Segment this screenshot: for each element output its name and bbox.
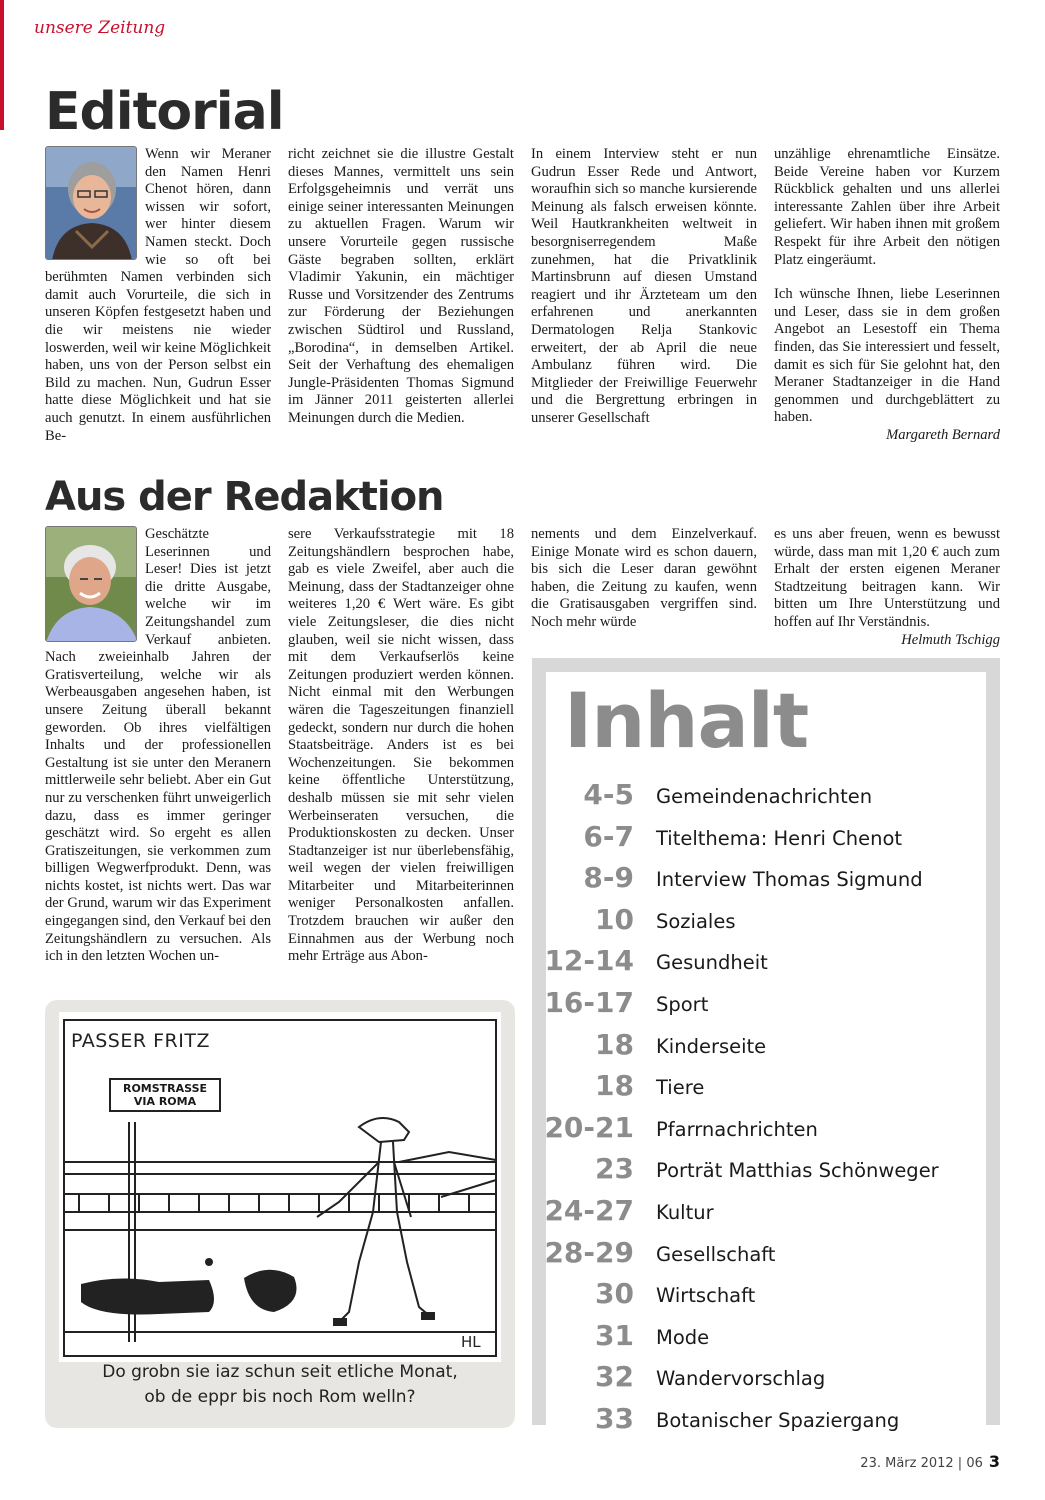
page-footer — [860, 1452, 1000, 1471]
toc-item-label: Gemeindenachrichten — [656, 785, 873, 808]
toc-item-pages: 4-5 — [583, 778, 634, 811]
redaktion-signature: Helmuth Tschigg — [901, 631, 1000, 648]
redaktion-column-1: Geschätzte Leserinnen und Leser! Dies ist jetzt die dritte Ausgabe, welche wir im Zeitungshandel zum Verkauf anbieten. Nach zweieinhalb Jahren der Gratisverteilung, welche wir als Werbeausgaben angesehen haben, ist unsere Zeitung überall bekannt geworden. Ob ihres vielfältigen Inhalts und der professionellen Gestaltung ist sie unter den Meranern mittlerweile sehr beliebt. Aber ein Gut nur zu verschenken führt unweigerlich dazu, dass es immer geringer geschätzt wird. So ergeht es allen Gratiszeitungen, sie verkommen zum billigen Wegwerfprodukt. Denn, was nichts kostet, ist nichts wert. Das war der Grund, warum wir das Experiment eingegangen sind, den Verkauf bei den Zeitungshändlern zu versuchen. Als ich in den letzten Wochen un- — [45, 526, 271, 965]
magazine-logo: unsere Zeitung — [34, 18, 166, 38]
toc-title: Inhalt — [564, 676, 809, 765]
toc-item-pages: 24-27 — [544, 1194, 634, 1227]
toc-item — [546, 1277, 986, 1319]
street-sign: ROMSTRASSE VIA ROMA — [109, 1078, 221, 1112]
editorial-column-3: In einem Interview steht er nun Gudrun Esser Rede und Antwort, woraufhin sich so manche kursierende Meinung als falsch erweisen könnte. Weil Hautkrankheiten weltweit in besorgniserregendem Maße zunehmen, hat die Privatklinik Martinsbrunn auf diesen Umstand reagiert und ihr Ärzteteam um den erfahrenen und anerkannten Dermatologen Relja Stankovic erweitert, der ab April die neue Ambulanz führen wird. Die Mitglieder der Freiwillige Feuerwehr und die Bergrettung erbringen in unserer Gesellschaft — [531, 146, 757, 426]
toc-item-label: Interview Thomas Sigmund — [656, 868, 923, 892]
toc-item — [546, 1402, 986, 1444]
redaktion-title: Aus der Redaktion — [45, 474, 444, 520]
cartoon-initials: HL — [461, 1333, 481, 1351]
cartoon-caption: Do grobn sie iaz schun seit etliche Monat, ob de eppr bis noch Rom welln? — [102, 1362, 458, 1407]
cartoon-illustration — [59, 1012, 501, 1362]
toc-item — [546, 1152, 986, 1194]
toc-item-label: Wandervorschlag — [656, 1367, 826, 1391]
toc-item-pages: 23 — [595, 1152, 634, 1186]
editorial-column-1: Wenn wir Meraner den Namen Henri Chenot hören, dann wissen wir sofort, wer hinter diesem Namen steckt. Doch wie so oft bei berühmten Namen verbinden sich damit auch Vorurteile, die sich in unseren Köpfen festgesetzt haben und die wir meistens nie wieder loswerden, weil wir keine Möglichkeit haben, uns von der Person selbst ein Bild zu machen. Nun, Gudrun Esser hatte diese Möglichkeit und hat sie auch genutzt. In einem ausführlichen Be- — [45, 146, 271, 444]
toc-item-pages: 10 — [595, 902, 634, 936]
table-of-contents — [532, 658, 1000, 1435]
toc-item-label: Titelthema: Henri Chenot — [656, 826, 903, 850]
issue-date: 23. März 2012 | 06 — [860, 1456, 983, 1471]
author-photo-woman — [45, 146, 137, 260]
toc-item-pages: 8-9 — [583, 861, 634, 895]
toc-item — [546, 778, 986, 820]
toc-item-label: Kinderseite — [656, 1034, 767, 1058]
toc-item — [546, 861, 986, 903]
toc-item — [546, 820, 986, 862]
redaktion-column-2: sere Verkaufsstrategie mit 18 Zeitungshändlern besprochen habe, gab es viele Zweifel, aber auch die Meinung, dass der Stadtanzeiger ohne weiteres 1,20 € Wert wäre. Es gibt viele Zeitungsleser, die dies nicht glauben, weil sie nicht wissen, dass mit dem Verkaufserlös keine Zeitungen produziert werden können. Nicht einmal mit den Werbungen wären die Tageszeitungen finanziell gedeckt, sondern nur durch die hohen Staatsbeiträge. Anders ist es bei Wochenzeitungen. Sie bekommen keine öffentliche Unterstützung, deshalb müssen sie mit sehr vielen Werbeinseraten versuchen, die Produktionskosten zu decken. Unser Stadtanzeiger ist nur überlebensfähig, weil wegen der vielen freiwilligen Mitarbeiter und Mitarbeiterinnen weniger Personalkosten anfallen. Trotzdem brauchen wir außer den Einnahmen aus der Werbung noch mehr Erträge aus Abon- — [288, 526, 514, 965]
toc-item-label: Botanischer Spaziergang — [656, 1409, 900, 1432]
red-edge-bar — [0, 0, 4, 130]
toc-item-label: Wirtschaft — [656, 1284, 756, 1308]
cartoon-title: PASSER FRITZ — [71, 1030, 210, 1052]
toc-item-pages: 30 — [595, 1277, 634, 1311]
toc-item — [546, 1360, 986, 1402]
toc-item-pages: 32 — [595, 1360, 634, 1394]
toc-item — [546, 1028, 986, 1070]
toc-item — [546, 986, 986, 1028]
toc-item-label: Gesundheit — [656, 951, 768, 975]
toc-item-pages: 16-17 — [544, 986, 634, 1019]
toc-item — [546, 1319, 986, 1361]
toc-item — [546, 944, 986, 986]
cartoon-drawing — [59, 1012, 501, 1362]
author-photo-man — [45, 526, 137, 642]
toc-item-pages: 31 — [595, 1318, 634, 1352]
editorial-signature: Margareth Bernard — [886, 426, 1000, 443]
toc-item-pages: 20-21 — [544, 1110, 634, 1144]
toc-item-pages: 12-14 — [544, 944, 634, 978]
toc-item-label: Gesellschaft — [656, 1242, 776, 1266]
toc-item-label: Sport — [656, 993, 709, 1016]
toc-item-label: Mode — [656, 1325, 710, 1349]
editorial-column-4: unzählige ehrenamtliche Einsätze. Beide Vereine haben vor Kurzem Rückblick gehalten und uns allerlei interessante Zahlen über ihre Arbeit geliefert. Wir haben ihnen mit großem Respekt für ihre Arbeit den nötigen Platz eingeräumt. Ich wünsche Ihnen, liebe Leserinnen und Leser, dass sie in dem großen Angebot an Lesestoff ein Thema finden, das Sie interessiert und fesselt, damit es sich für Sie gelohnt hat, den Meraner Stadtanzeiger in die Hand genommen und durchgeblättert zu haben. Margareth Bernard — [774, 146, 1000, 443]
toc-item-label: Kultur — [656, 1201, 714, 1224]
editorial-column-2: richt zeichnet sie die illustre Gestalt dieses Mannes, vermittelt uns sein Erfolgsgeheimnis und verrät uns einige seiner interessanten Meinungen zu aktuellen Fragen. Warum wir unsere Vorurteile gegen russische Gäste begraben sollten, erklärt Vladimir Yakunin, ein mächtiger Russe und Vorsitzender des Zentrums zur Förderung der Beziehungen zwischen Südtirol und Russland, „Borodina“, in demselben Artikel. Seit der Verhaftung des ehemaligen Jungle-Präsidenten Thomas Sigmund im Jänner 2011 geisterten allerlei Meinungen durch die Medien. — [288, 146, 514, 426]
toc-item-pages: 18 — [595, 1069, 634, 1103]
toc-item-label: Tiere — [656, 1076, 705, 1100]
toc-item — [546, 1111, 986, 1153]
toc-item — [546, 1236, 986, 1278]
toc-item — [546, 1069, 986, 1111]
toc-item-label: Porträt Matthias Schönweger — [656, 1159, 939, 1183]
cartoon-panel — [45, 1000, 515, 1428]
toc-item-pages: 6-7 — [583, 819, 634, 853]
toc-item — [546, 1194, 986, 1236]
toc-item-pages: 28-29 — [544, 1235, 634, 1269]
toc-item — [546, 903, 986, 945]
editorial-title: Editorial — [45, 82, 284, 142]
toc-item-label: Pfarrnachrichten — [656, 1117, 818, 1141]
toc-item-pages: 33 — [595, 1402, 634, 1435]
page-number: 3 — [988, 1452, 1000, 1471]
redaktion-column-4: es uns aber freuen, wenn es bewusst würde, dass man mit 1,20 € auch zum Erhalt der ersten eigenen Meraner Stadtzeitung beitragen kann. Wir bitten um Ihre Unterstützung und hoffen auf Ihr Verständnis. Helmuth Tschigg — [774, 526, 1000, 648]
redaktion-column-3: nements und dem Einzelverkauf. Einige Monate wird es schon dauern, bis sich die Leser daran gewöhnt haben, die Zeitung zu kaufen, wenn die Gratisausgaben vergriffen sind. Noch mehr würde — [531, 526, 757, 630]
toc-item-label: Soziales — [656, 909, 736, 933]
toc-item-pages: 18 — [595, 1027, 634, 1061]
